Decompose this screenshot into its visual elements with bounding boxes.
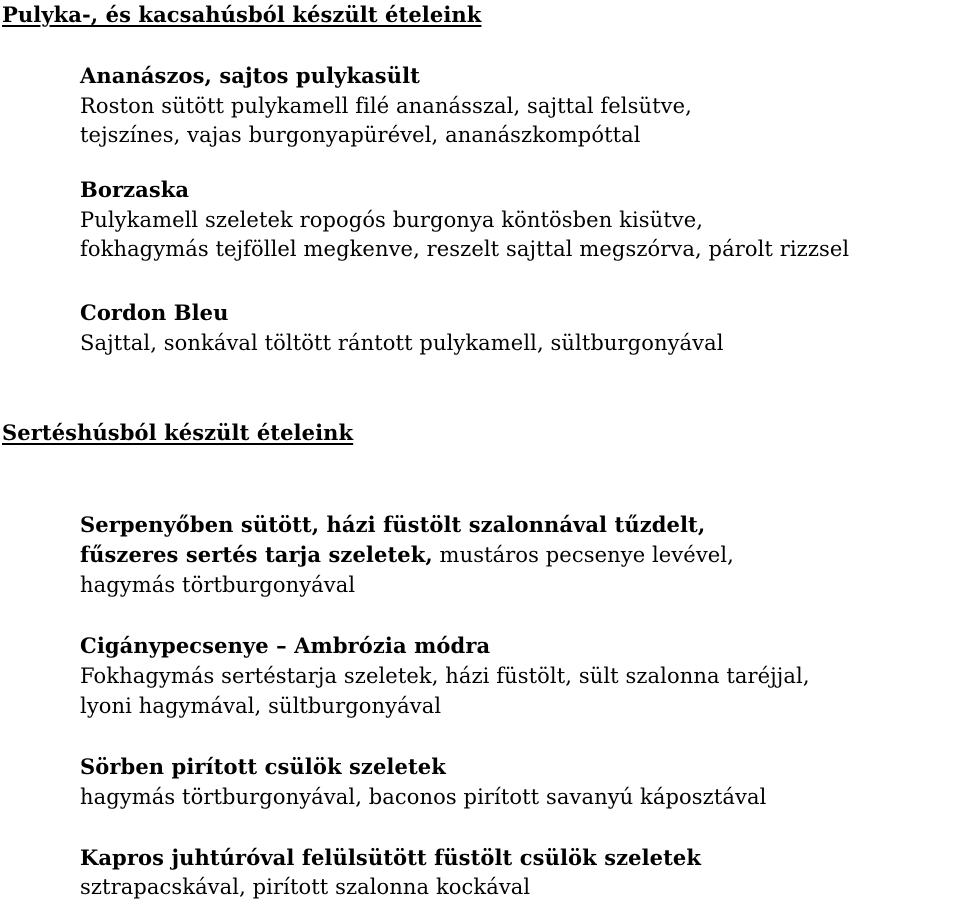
section-title-pork: Sertéshúsból készült ételeink	[2, 420, 354, 445]
dish-name-line: fűszeres sertés tarja szeletek,	[80, 542, 433, 567]
dish-description-line: hagymás törtburgonyával	[80, 573, 356, 597]
dish-description-line: Roston sütött pulykamell filé ananásszal, sajttal felsütve,	[80, 94, 692, 118]
dish-description-line: lyoni hagymával, sültburgonyával	[80, 694, 442, 718]
dish-description-inline: mustáros pecsenye levével,	[432, 543, 734, 567]
dish-description-line: hagymás törtburgonyával, baconos pirított savanyú káposztával	[80, 785, 767, 809]
dish-description-line: tejszínes, vajas burgonyapürével, ananászkompóttal	[80, 123, 641, 147]
dish-description-line: fokhagymás tejföllel megkenve, reszelt sajttal megszórva, párolt rizzsel	[80, 237, 850, 261]
dish-description-line: Pulykamell szeletek ropogós burgonya köntösben kisütve,	[80, 208, 704, 232]
dish-name-kapros-juhturo: Kapros juhtúróval felülsütött füstölt csülök szeletek	[80, 845, 702, 870]
dish-name-borzaska: Borzaska	[80, 177, 190, 202]
dish-name-serpenyoben-continued	[80, 542, 734, 568]
dish-name-sorben-piritott: Sörben pirított csülök szeletek	[80, 754, 446, 779]
section-title-poultry: Pulyka-, és kacsahúsból készült ételeink	[2, 2, 482, 27]
dish-name-ananaszos: Ananászos, sajtos pulykasült	[80, 63, 420, 88]
dish-name-ciganypecsenye: Cigánypecsenye – Ambrózia módra	[80, 633, 491, 658]
dish-name-serpenyoben: Serpenyőben sütött, házi füstölt szalonnával tűzdelt,	[80, 512, 706, 537]
dish-description-line: sztrapacskával, pirított szalonna kockával	[80, 875, 531, 899]
dish-description-line: Fokhagymás sertéstarja szeletek, házi füstölt, sült szalonna taréjjal,	[80, 664, 810, 688]
dish-name-cordon-bleu: Cordon Bleu	[80, 300, 229, 325]
dish-description-line: Sajttal, sonkával töltött rántott pulykamell, sültburgonyával	[80, 331, 724, 355]
